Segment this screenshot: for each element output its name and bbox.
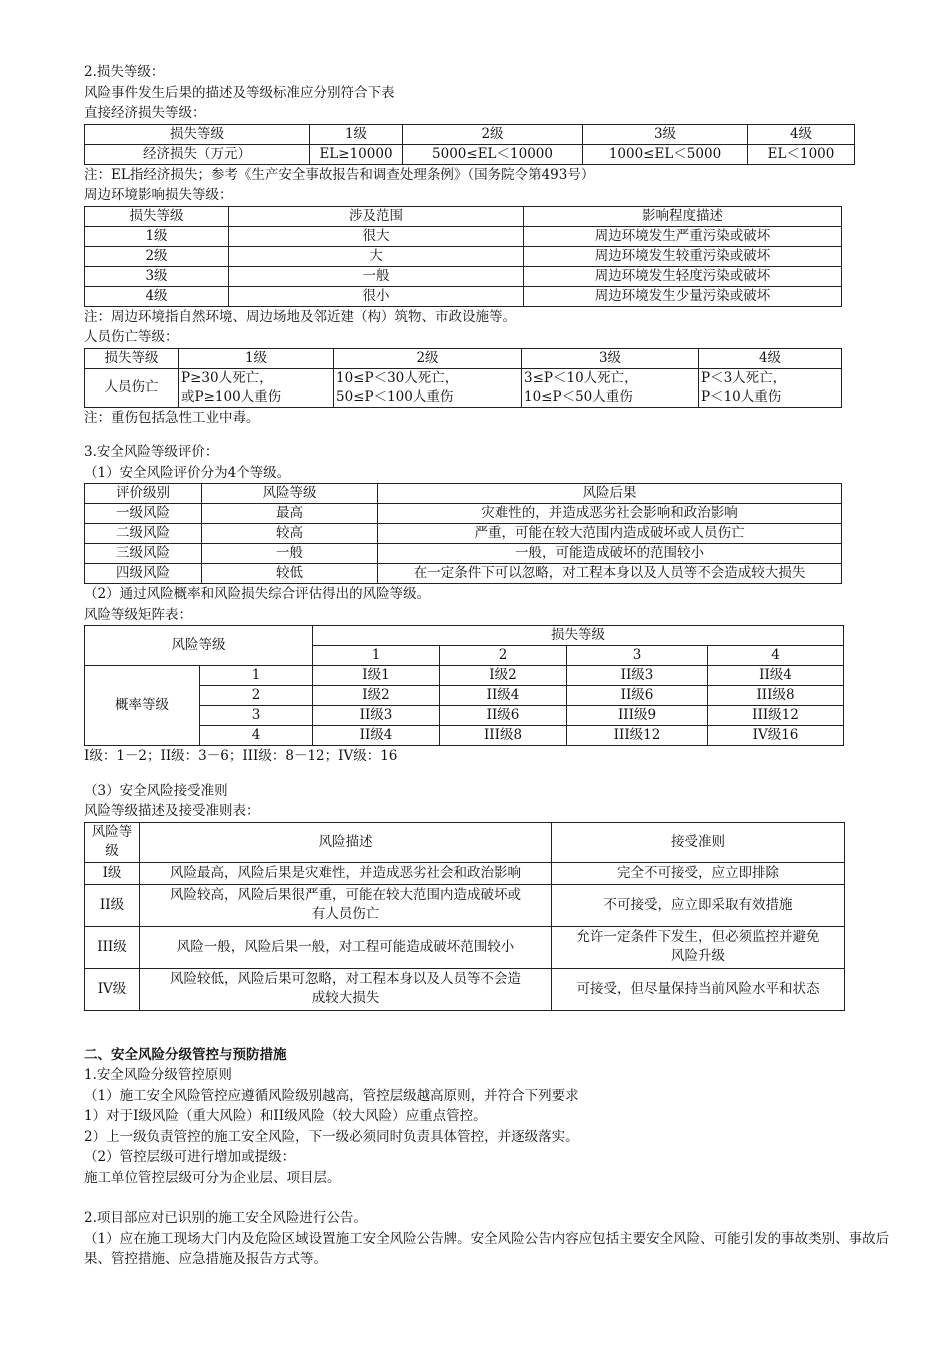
header-cell: 3级 [583, 124, 748, 144]
table-caption: 直接经济损失等级： [84, 105, 206, 121]
header-cell: 损失等级 [85, 124, 310, 144]
matrix-corner-cell: 风险等级 [85, 626, 313, 666]
table-cell: 最高 [202, 504, 378, 524]
intro-text: 风险事件发生后果的描述及等级标准应分别符合下表 [84, 84, 395, 101]
cell-line: 成较大损失 [311, 990, 380, 1006]
cell-line: 风险较高，风险后果很严重，可能在较大范围内造成破坏或 [170, 887, 521, 903]
table-cell: II级4 [313, 726, 440, 746]
table-cell: 三级风险 [85, 544, 202, 564]
table-cell [140, 968, 552, 1010]
table-cell: IV级16 [708, 726, 844, 746]
cell-line: 3≤P＜10人死亡， [524, 369, 638, 386]
header-cell: 2级 [334, 348, 522, 368]
header-cell: 风险等级 [202, 484, 378, 504]
table-cell [552, 926, 845, 968]
risk-matrix-table [84, 625, 844, 746]
table-row [85, 286, 842, 306]
cell-line: 风险升级 [671, 948, 725, 964]
table-cell: 5000≤EL＜10000 [403, 144, 583, 164]
table-cell: I级 [85, 862, 140, 884]
cell-line: 10≤P＜30人死亡， [336, 369, 459, 386]
table-cell: 很小 [229, 286, 524, 306]
table-cell: III级 [85, 926, 140, 968]
cell-line: 有人员伤亡 [311, 906, 380, 922]
table-row [85, 926, 845, 968]
table-cell: 较高 [202, 524, 378, 544]
header-cell: 风险后果 [378, 484, 842, 504]
header-cell: 1级 [310, 124, 403, 144]
table-row [85, 968, 845, 1010]
note-text: 注：EL指经济损失；参考《生产安全事故报告和调查处理条例》（国务院令第493号） [84, 166, 595, 183]
table-cell: 较低 [202, 564, 378, 584]
table-cell [179, 368, 334, 407]
table-header-row [85, 626, 844, 646]
header-cell: 4级 [699, 348, 842, 368]
header-cell: 评价级别 [85, 484, 202, 504]
paragraph: （1）施工安全风险管控应遵循风险级别越高，管控层级越高原则，并符合下列要求 [84, 1087, 579, 1104]
table-cell: 2级 [85, 246, 229, 266]
table-cell: 在一定条件下可以忽略，对工程本身以及人员等不会造成较大损失 [378, 564, 842, 584]
table-cell: III级12 [708, 706, 844, 726]
table-header-row [85, 822, 845, 862]
table-row [85, 862, 845, 884]
table-cell: 周边环境发生少量污染或破坏 [524, 286, 842, 306]
document-page [84, 62, 890, 1270]
table-cell: EL＜1000 [748, 144, 855, 164]
table-cell [522, 368, 699, 407]
header-cell: 1级 [179, 348, 334, 368]
table-caption: 风险等级描述及接受准则表： [84, 803, 260, 819]
table-row [85, 226, 842, 246]
header-cell: 2级 [403, 124, 583, 144]
table-cell: II级4 [440, 686, 567, 706]
header-cell: 损失等级 [313, 626, 844, 646]
cell-line: P≥30人死亡， [181, 369, 273, 386]
economic-loss-table [84, 124, 855, 165]
table-cell: II级6 [440, 706, 567, 726]
table-row [85, 504, 842, 524]
casualty-table [84, 348, 842, 408]
table-row [85, 544, 842, 564]
table-cell: 很大 [229, 226, 524, 246]
cell-line: 或P≥100人重伤 [181, 388, 282, 405]
table-row [85, 246, 842, 266]
paragraph: 1）对于I级风险（重大风险）和II级风险（较大风险）应重点管控。 [84, 1108, 487, 1124]
cell-line: P＜3人死亡， [701, 369, 787, 386]
cell-line: 允许一定条件下发生，但必须监控并避免 [576, 929, 820, 945]
sub-heading: （1）安全风险评价分为4个等级。 [84, 464, 291, 481]
cell-line: 50≤P＜100人重伤 [336, 388, 454, 405]
header-cell: 3级 [522, 348, 699, 368]
table-caption: 风险等级矩阵表： [84, 606, 192, 623]
table-cell: 1000≤EL＜5000 [583, 144, 748, 164]
table-cell [140, 884, 552, 926]
table-cell: 周边环境发生严重污染或破坏 [524, 226, 842, 246]
table-caption: 周边环境影响损失等级： [84, 187, 233, 203]
sub-heading: （3）安全风险接受准则 [84, 782, 228, 799]
table-cell: 一般，可能造成破坏的范围较小 [378, 544, 842, 564]
section-heading: 3.安全风险等级评价： [84, 444, 219, 460]
row-header-cell: 概率等级 [85, 666, 200, 746]
cell-line: 级 [105, 843, 119, 859]
cell-line: 10≤P＜50人重伤 [524, 388, 633, 405]
risk-evaluation-table [84, 483, 842, 584]
paragraph: （1）应在施工现场大门内及危险区域设置施工安全风险公告牌。安全风险公告内容应包括主要安全风险、可能引发的事故类别、事故后果、管控措施、应急措施及报告方式等。 [84, 1230, 890, 1267]
table-row [85, 564, 842, 584]
table-cell: I级2 [440, 666, 567, 686]
table-cell: IV级 [85, 968, 140, 1010]
table-cell: III级9 [567, 706, 708, 726]
table-cell: 周边环境发生轻度污染或破坏 [524, 266, 842, 286]
paragraph: （2）管控层级可进行增加或提级： [84, 1149, 296, 1165]
table-cell: 二级风险 [85, 524, 202, 544]
header-cell: 4级 [748, 124, 855, 144]
table-cell: 经济损失（万元） [85, 144, 310, 164]
table-cell: I级1 [313, 666, 440, 686]
table-cell: II级 [85, 884, 140, 926]
table-cell: 4 [200, 726, 313, 746]
table-cell: I级2 [313, 686, 440, 706]
table-header-row [85, 206, 842, 226]
table-cell: III级8 [708, 686, 844, 706]
table-cell: 3 [200, 706, 313, 726]
header-cell: 4 [708, 646, 844, 666]
table-cell: 4级 [85, 286, 229, 306]
table-cell: II级6 [567, 686, 708, 706]
table-cell: 不可接受，应立即采取有效措施 [552, 884, 845, 926]
risk-acceptance-table [84, 822, 845, 1011]
table-cell: EL≥10000 [310, 144, 403, 164]
table-caption: 人员伤亡等级： [84, 329, 179, 345]
table-cell: 大 [229, 246, 524, 266]
header-cell [85, 822, 140, 862]
cell-line: 风险较低，风险后果可忽略，对工程本身以及人员等不会造 [170, 971, 521, 987]
table-cell: 2 [200, 686, 313, 706]
header-cell: 3 [567, 646, 708, 666]
note-text: 注：周边环境指自然环境、周边场地及邻近建（构）筑物、市政设施等。 [84, 308, 516, 325]
paragraph: 施工单位管控层级可分为企业层、项目层。 [84, 1169, 341, 1186]
table-cell: 一级风险 [85, 504, 202, 524]
table-cell: II级4 [708, 666, 844, 686]
table-cell: III级12 [567, 726, 708, 746]
table-row [85, 524, 842, 544]
paragraph: 2）上一级负责管控的施工安全风险，下一级必须同时负责具体管控，并逐级落实。 [84, 1128, 579, 1145]
table-cell: 一般 [202, 544, 378, 564]
sub-heading: （2）通过风险概率和风险损失综合评估得出的风险等级。 [84, 586, 431, 602]
table-row [85, 666, 844, 686]
header-cell: 影响程度描述 [524, 206, 842, 226]
table-cell: 严重，可能在较大范围内造成破坏或人员伤亡 [378, 524, 842, 544]
table-cell [334, 368, 522, 407]
table-cell: II级3 [313, 706, 440, 726]
header-cell: 涉及范围 [229, 206, 524, 226]
header-cell: 2 [440, 646, 567, 666]
header-cell: 损失等级 [85, 348, 179, 368]
header-cell: 接受准则 [552, 822, 845, 862]
table-cell: III级8 [440, 726, 567, 746]
table-cell: 一般 [229, 266, 524, 286]
note-text: 注：重伤包括急性工业中毒。 [84, 409, 260, 426]
table-cell: II级3 [567, 666, 708, 686]
table-header-row [85, 124, 855, 144]
cell-line: 风险等 [91, 824, 133, 840]
table-cell: 3级 [85, 266, 229, 286]
paragraph: 2.项目部应对已识别的施工安全风险进行公告。 [84, 1210, 367, 1226]
table-cell: 风险一般，风险后果一般，对工程可能造成破坏范围较小 [140, 926, 552, 968]
environment-loss-table [84, 206, 842, 307]
header-cell: 1 [313, 646, 440, 666]
table-header-row [85, 348, 842, 368]
table-header-row [85, 484, 842, 504]
table-row [85, 884, 845, 926]
table-cell: 1 [200, 666, 313, 686]
table-cell: 人员伤亡 [85, 368, 179, 407]
table-cell [699, 368, 842, 407]
table-cell: 完全不可接受，应立即排除 [552, 862, 845, 884]
table-row [85, 266, 842, 286]
table-cell: 灾难性的，并造成恶劣社会影响和政治影响 [378, 504, 842, 524]
cell-line: P＜10人重伤 [701, 388, 782, 405]
part-title: 二、安全风险分级管控与预防措施 [84, 1046, 287, 1063]
header-cell: 风险描述 [140, 822, 552, 862]
header-cell: 损失等级 [85, 206, 229, 226]
section-heading: 2.损失等级： [84, 64, 165, 80]
table-row [85, 368, 842, 407]
table-cell: 风险最高，风险后果是灾难性，并造成恶劣社会和政治影响 [140, 862, 552, 884]
note-text: I级：1－2；II级：3－6；III级：8－12；IV级：16 [84, 748, 398, 764]
table-row [85, 144, 855, 164]
table-cell: 四级风险 [85, 564, 202, 584]
table-cell: 周边环境发生较重污染或破坏 [524, 246, 842, 266]
paragraph: 1.安全风险分级管控原则 [84, 1067, 232, 1083]
table-cell: 1级 [85, 226, 229, 246]
table-cell: 可接受，但尽量保持当前风险水平和状态 [552, 968, 845, 1010]
